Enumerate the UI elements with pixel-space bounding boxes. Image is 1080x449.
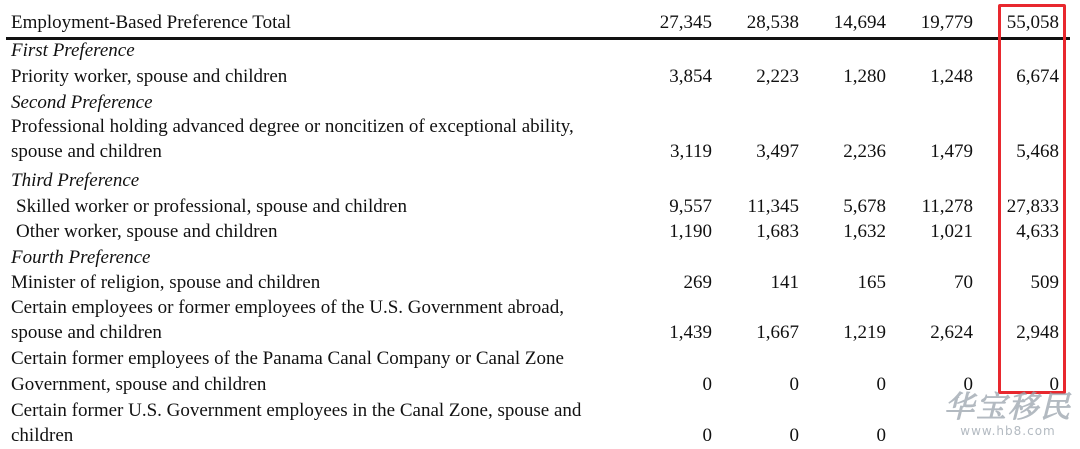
total-value-4: 19,779 (920, 12, 973, 33)
table-row (0, 194, 1080, 220)
table-row (0, 219, 1080, 245)
fourth-preference-heading: Fourth Preference (11, 247, 151, 268)
section-heading-row (0, 38, 1080, 64)
row-value-4: 70 (954, 272, 973, 293)
table-row-line1 (0, 398, 1080, 424)
row-value-2: 3,497 (756, 141, 799, 162)
row-label-line2: spouse and children (11, 322, 162, 343)
row-value-2: 2,223 (756, 66, 799, 87)
row-label: Other worker, spouse and children (16, 221, 278, 242)
row-value-1: 1,439 (669, 322, 712, 343)
row-value-5: 509 (1030, 272, 1059, 293)
row-value-5: 6,674 (1016, 66, 1059, 87)
row-label-line2: children (11, 425, 74, 446)
total-value-2: 28,538 (746, 12, 799, 33)
row-label-line1: Certain former U.S. Government employees in the Canal Zone, spouse and (11, 400, 582, 421)
row-value-1: 0 (702, 374, 712, 395)
row-value-1: 0 (702, 425, 712, 446)
row-value-3: 2,236 (843, 141, 886, 162)
table-row-line1 (0, 346, 1080, 372)
third-preference-heading: Third Preference (11, 170, 140, 191)
total-value-1: 27,345 (659, 12, 712, 33)
row-value-2: 11,345 (747, 196, 799, 217)
total-label: Employment-Based Preference Total (11, 12, 292, 33)
row-value-5: 4,633 (1016, 221, 1059, 242)
row-label: Minister of religion, spouse and children (11, 272, 321, 293)
row-value-1: 3,854 (669, 66, 712, 87)
table-row (0, 139, 1080, 165)
row-value-2: 0 (789, 374, 799, 395)
section-heading-row (0, 245, 1080, 271)
row-value-2: 141 (770, 272, 799, 293)
row-label-line1: Professional holding advanced degree or noncitizen of exceptional ability, (11, 116, 574, 137)
row-label-line1: Certain former employees of the Panama Canal Company or Canal Zone (11, 348, 564, 369)
table-row (0, 423, 1080, 449)
row-label-line1: Certain employees or former employees of the U.S. Government abroad, (11, 297, 564, 318)
row-label: Skilled worker or professional, spouse and children (16, 196, 407, 217)
row-value-3: 1,280 (843, 66, 886, 87)
row-value-3: 5,678 (843, 196, 886, 217)
row-label-line2: spouse and children (11, 141, 162, 162)
watermark-logo: 华宝移民 (944, 390, 1072, 425)
row-value-3: 0 (876, 425, 886, 446)
row-value-2: 0 (789, 425, 799, 446)
watermark-url: www.hb8.com (960, 424, 1056, 438)
row-value-4: 0 (963, 374, 973, 395)
row-value-5: 0 (1049, 374, 1059, 395)
total-value-5: 55,058 (1006, 12, 1059, 33)
table-row-line1 (0, 114, 1080, 140)
row-value-1: 3,119 (669, 141, 712, 162)
second-preference-heading: Second Preference (11, 92, 153, 113)
row-value-5: 2,948 (1016, 322, 1059, 343)
total-row (0, 10, 1080, 36)
row-value-4: 1,248 (930, 66, 973, 87)
column-highlight-box (998, 4, 1066, 394)
total-value-3: 14,694 (833, 12, 886, 33)
row-value-3: 0 (876, 374, 886, 395)
row-value-4: 1,021 (930, 221, 973, 242)
table-row (0, 372, 1080, 398)
table-row (0, 320, 1080, 346)
row-value-2: 1,683 (756, 221, 799, 242)
section-heading-row (0, 168, 1080, 194)
section-heading-row (0, 90, 1080, 116)
table-row (0, 64, 1080, 90)
watermark (944, 392, 1072, 438)
row-value-5: 5,468 (1016, 141, 1059, 162)
table-row (0, 270, 1080, 296)
row-value-3: 1,632 (843, 221, 886, 242)
row-value-1: 9,557 (669, 196, 712, 217)
first-preference-heading: First Preference (11, 40, 135, 61)
row-value-3: 165 (857, 272, 886, 293)
row-value-2: 1,667 (756, 322, 799, 343)
row-label-line2: Government, spouse and children (11, 374, 267, 395)
row-value-5: 27,833 (1006, 196, 1059, 217)
row-value-4: 2,624 (930, 322, 973, 343)
row-value-4: 1,479 (930, 141, 973, 162)
row-value-4: 11,278 (921, 196, 973, 217)
row-value-1: 1,190 (669, 221, 712, 242)
table-row-line1 (0, 295, 1080, 321)
row-value-1: 269 (683, 272, 712, 293)
row-label: Priority worker, spouse and children (11, 66, 288, 87)
row-value-3: 1,219 (843, 322, 886, 343)
